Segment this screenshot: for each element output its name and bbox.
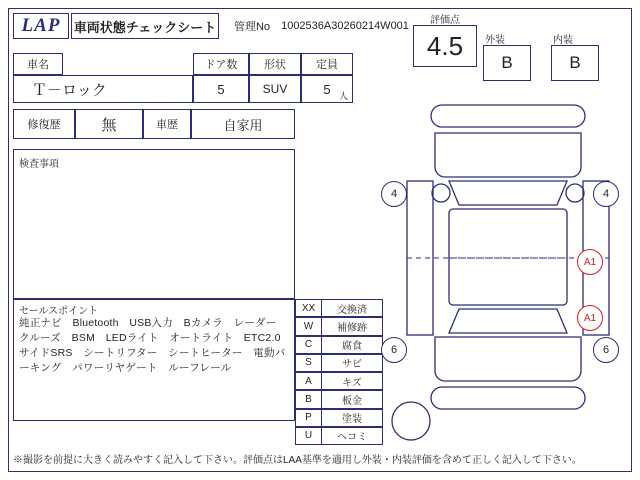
legend-text: 交換済 [337,304,367,316]
legend-text: 腐食 [342,341,362,353]
legend-row [295,354,383,372]
rating-label: 評価点 [430,14,460,26]
door-count-value: 5 [193,75,249,103]
legend-code: P [296,410,322,426]
legend-code: C [296,337,322,353]
body-shape-value: SUV [249,75,301,103]
door-count-label: ドア数 [193,53,249,75]
legend-text: キズ [342,377,362,389]
legend-row [295,427,383,445]
exterior-label: 外装 [485,34,505,46]
legend-code: B [296,391,322,407]
interior-grade: B [551,45,599,81]
management-no-value: 1002536A30260214W001 [281,20,409,32]
legend-row [295,372,383,390]
car-history-value: 自家用 [191,109,295,139]
repair-history-value: 無 [75,109,143,139]
legend-row [295,409,383,427]
mark-right-front-door: A1 [577,249,603,275]
vehicle-name-value: Ｔ－ロック [13,75,193,103]
mark-right-rear-door: A1 [577,305,603,331]
lap-logo: LAP [13,13,69,39]
vehicle-name-label: 車名 [13,53,63,75]
seat-unit-label: 人 [339,91,349,101]
rating-value: 4.5 [413,25,477,67]
check-sheet [8,8,632,472]
legend-code: W [296,318,322,334]
sales-point-label: セールスポイント [19,306,99,317]
inspection-box [13,149,295,299]
mark-front-right-wheel: 4 [593,181,619,207]
inspection-label: 検査事項 [19,159,59,170]
legend-row [295,317,383,335]
legend-text: サビ [342,359,362,371]
management-no-label: 管理No [233,21,271,33]
legend-text: 補修跡 [337,322,367,334]
legend-table [295,299,383,445]
legend-code: A [296,373,322,389]
sales-point-text: 純正ナビ Bluetooth USB入力 Bカメラ レーダークルーズ BSM LEDライト オートライト ETC2.0 サイドSRS シートリフター シートヒーター 電動パーキング パワーリヤゲート ルーフレール [19,317,292,374]
interior-label: 内装 [553,34,573,46]
repair-history-label: 修復歴 [13,109,75,139]
page-title: 車両状態チェックシート [71,13,219,39]
exterior-grade: B [483,45,531,81]
legend-row [295,390,383,408]
footer-note: ※撮影を前提に大きく読みやすく記入して下さい。評価点はLAA基準を適用し外装・内装評価を含めて正しく記入して下さい。 [13,454,582,466]
legend-text: ヘコミ [337,432,367,444]
legend-code: U [296,428,322,444]
legend-code: S [296,355,322,371]
body-shape-label: 形状 [249,53,301,75]
legend-row [295,299,383,317]
car-history-label: 車歴 [143,109,191,139]
legend-code: XX [296,300,322,316]
legend-row [295,336,383,354]
seat-count-value: 5 [301,75,353,103]
mark-front-left-wheel: 4 [381,181,407,207]
seat-count-label: 定員 [301,53,353,75]
legend-text: 塗装 [342,414,362,426]
mark-rear-left-wheel: 6 [381,337,407,363]
legend-text: 板金 [342,395,362,407]
mark-rear-right-wheel: 6 [593,337,619,363]
